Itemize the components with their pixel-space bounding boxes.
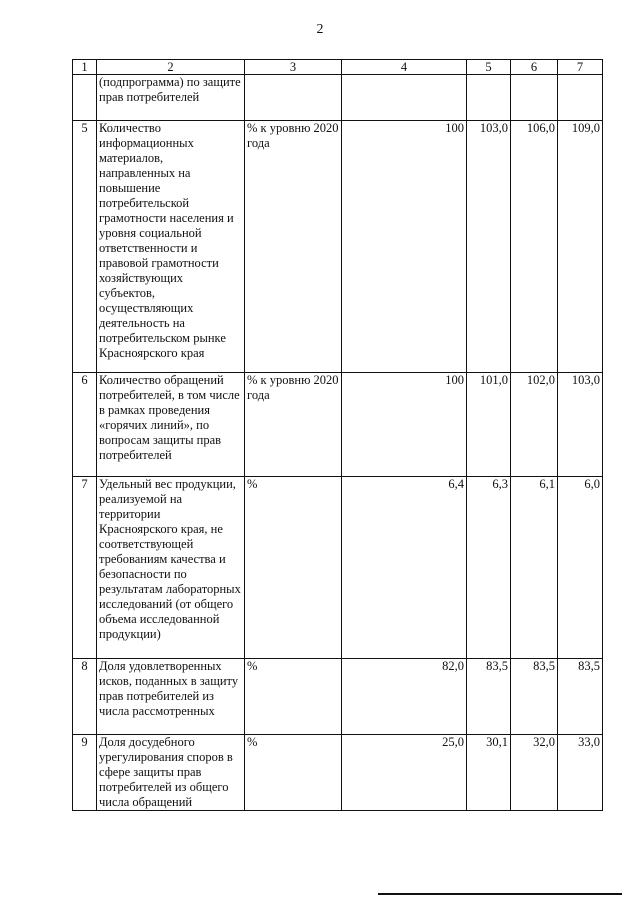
value-cell: 6,1: [511, 477, 558, 659]
column-header: 6: [511, 60, 558, 75]
unit-cell: % к уровню 2020 года: [245, 121, 342, 373]
table-row: [73, 121, 603, 373]
value-cell: 82,0: [342, 659, 467, 735]
row-number: 5: [73, 121, 97, 373]
value-cell: 100: [342, 373, 467, 477]
value-cell: 25,0: [342, 735, 467, 811]
table-header-row: [73, 60, 603, 75]
unit-cell: %: [245, 477, 342, 659]
value-cell: 83,5: [467, 659, 511, 735]
value-cell: [511, 75, 558, 121]
value-cell: 102,0: [511, 373, 558, 477]
indicator-name: (подпрограмма) по защите прав потребителей: [97, 75, 245, 121]
indicator-name: Количество обращений потребителей, в том числе в рамках проведения «горячих линий», по вопросам защиты прав потребителей: [97, 373, 245, 477]
column-header: 5: [467, 60, 511, 75]
value-cell: [558, 75, 603, 121]
indicator-name: Доля удовлетворенных исков, поданных в защиту прав потребителей из числа рассмотренных: [97, 659, 245, 735]
value-cell: 30,1: [467, 735, 511, 811]
value-cell: 32,0: [511, 735, 558, 811]
unit-cell: %: [245, 659, 342, 735]
table-row: [73, 373, 603, 477]
value-cell: [342, 75, 467, 121]
row-number: 9: [73, 735, 97, 811]
value-cell: 101,0: [467, 373, 511, 477]
value-cell: 103,0: [558, 373, 603, 477]
value-cell: 100: [342, 121, 467, 373]
table-row: [73, 75, 603, 121]
column-header: 4: [342, 60, 467, 75]
row-number: [73, 75, 97, 121]
value-cell: 103,0: [467, 121, 511, 373]
table-row: [73, 659, 603, 735]
indicator-name: Доля досудебного урегулирования споров в сфере защиты прав потребителей из общего числа обращений: [97, 735, 245, 811]
row-number: 7: [73, 477, 97, 659]
unit-cell: %: [245, 735, 342, 811]
value-cell: 106,0: [511, 121, 558, 373]
column-header: 2: [97, 60, 245, 75]
unit-cell: [245, 75, 342, 121]
value-cell: 6,3: [467, 477, 511, 659]
value-cell: 83,5: [511, 659, 558, 735]
value-cell: 6,0: [558, 477, 603, 659]
value-cell: [467, 75, 511, 121]
value-cell: 109,0: [558, 121, 603, 373]
bottom-rule: [378, 893, 622, 895]
column-header: 3: [245, 60, 342, 75]
table-row: [73, 477, 603, 659]
column-header: 7: [558, 60, 603, 75]
indicator-name: Количество информационных материалов, направленных на повышение потребительской грамотности населения и уровня социальной ответственности и правовой грамотности хозяйствующих субъектов, осуществляющих деятельность на потребительском рынке Красноярского края: [97, 121, 245, 373]
value-cell: 6,4: [342, 477, 467, 659]
value-cell: 33,0: [558, 735, 603, 811]
row-number: 6: [73, 373, 97, 477]
indicator-name: Удельный вес продукции, реализуемой на территории Красноярского края, не соответствующей требованиям качества и безопасности по результатам лабораторных исследований (от общего объема исследованной продукции): [97, 477, 245, 659]
table-row: [73, 735, 603, 811]
unit-cell: % к уровню 2020 года: [245, 373, 342, 477]
page-number: 2: [316, 22, 324, 37]
indicators-table: [72, 59, 603, 811]
value-cell: 83,5: [558, 659, 603, 735]
column-header: 1: [73, 60, 97, 75]
row-number: 8: [73, 659, 97, 735]
